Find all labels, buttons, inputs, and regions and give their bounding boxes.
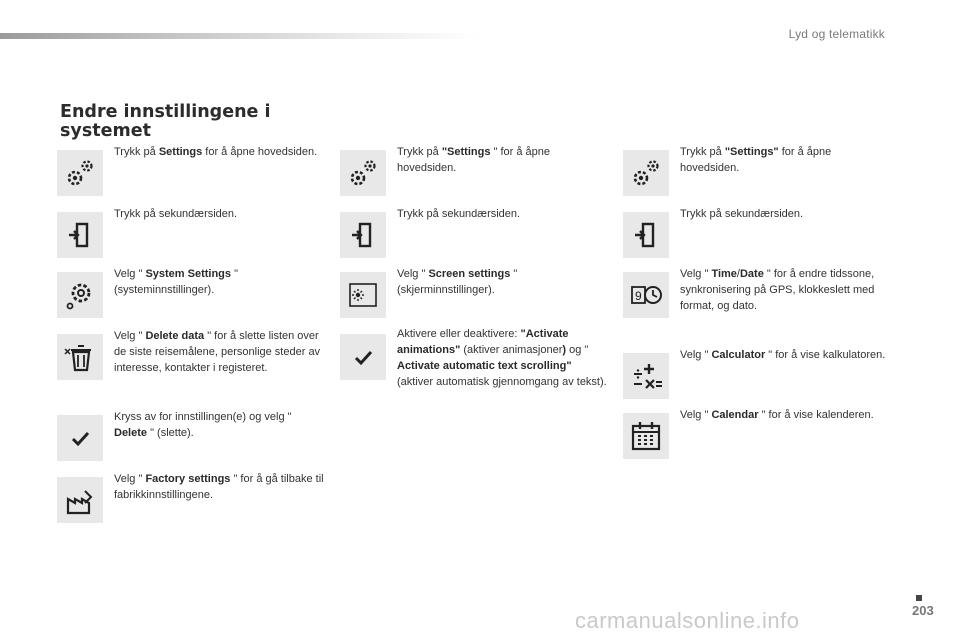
section-header: Lyd og telematikk bbox=[788, 27, 885, 41]
step-text-part: Trykk på bbox=[114, 146, 159, 158]
step-text-part: Trykk på sekundærsiden. bbox=[114, 208, 238, 220]
step-text-part: Trykk på bbox=[397, 146, 442, 158]
step-text bbox=[114, 409, 324, 441]
step-text-bold: "Activate animations" bbox=[397, 328, 569, 356]
step-text bbox=[114, 144, 324, 160]
step-text-part: Velg " bbox=[397, 268, 429, 280]
step-text-part: " for å gå tilbake til fabrikkinnstillingene. bbox=[114, 473, 324, 501]
delete-data-icon bbox=[57, 334, 103, 380]
step-text-part: Kryss av for innstillingen(e) og velg " bbox=[114, 411, 292, 423]
step-text-part: Velg " bbox=[114, 330, 146, 342]
header-bar bbox=[0, 33, 480, 39]
screen-settings-icon bbox=[340, 272, 386, 318]
step-text-part: Velg " bbox=[680, 409, 712, 421]
factory-settings-icon bbox=[57, 477, 103, 523]
step-text bbox=[397, 206, 607, 222]
step-text bbox=[680, 206, 890, 222]
step-text-part: Velg " bbox=[114, 473, 146, 485]
step-text-part: " for å vise kalenderen. bbox=[758, 409, 874, 421]
step-text bbox=[114, 206, 324, 222]
calculator-icon bbox=[623, 353, 669, 399]
step-text-bold: "Settings bbox=[441, 146, 491, 158]
step-text-bold: Calendar bbox=[711, 409, 759, 421]
page-title: Endre innstillingene i systemet bbox=[60, 102, 271, 141]
step-text-bold: Delete data bbox=[145, 330, 205, 342]
step-text-bold: Delete bbox=[114, 427, 148, 439]
svg-text:9: 9 bbox=[635, 289, 642, 303]
step-text-bold: Settings bbox=[158, 146, 203, 158]
gear-icon bbox=[340, 150, 386, 196]
step-text bbox=[680, 266, 890, 314]
step-text-bold: Activate automatic text scrolling" bbox=[397, 360, 572, 372]
step-text-part: Aktivere eller deaktivere: bbox=[397, 328, 521, 340]
step-text-bold: Factory settings bbox=[145, 473, 231, 485]
calendar-icon bbox=[623, 413, 669, 459]
step-text-part: Trykk på sekundærsiden. bbox=[680, 208, 804, 220]
step-text bbox=[114, 266, 324, 298]
step-text-bold: Time bbox=[711, 268, 737, 280]
step-text bbox=[680, 144, 890, 176]
step-text bbox=[397, 326, 607, 390]
step-text-part: for å åpne hovedsiden. bbox=[680, 146, 832, 174]
step-text-bold: ) bbox=[562, 344, 567, 356]
step-text-part: og " bbox=[566, 344, 589, 356]
step-text-part: Velg " bbox=[114, 268, 146, 280]
step-text-bold: Calculator bbox=[711, 349, 766, 361]
step-text-part: Trykk på bbox=[680, 146, 725, 158]
step-text-part: for å åpne hovedsiden. bbox=[202, 146, 318, 158]
step-text-part: " for å vise kalkulatoren. bbox=[765, 349, 886, 361]
step-text-bold: System Settings bbox=[145, 268, 232, 280]
gear-icon bbox=[623, 150, 669, 196]
footer-marker bbox=[916, 595, 922, 601]
step-text-part: / bbox=[736, 268, 740, 280]
step-text-part: Velg " bbox=[680, 268, 712, 280]
step-text-part: " (skjerminnstillinger). bbox=[397, 268, 518, 296]
step-text-part: " for å åpne hovedsiden. bbox=[397, 146, 550, 174]
step-text-part: (aktiver automatisk gjennomgang av tekst). bbox=[397, 376, 607, 388]
watermark: carmanualsonline.info bbox=[575, 608, 800, 633]
step-text bbox=[114, 328, 324, 376]
step-text-part: " for å slette listen over de siste reisemålene, personlige steder av interesse, kontakter i registeret. bbox=[114, 330, 321, 374]
step-text-part: " (systeminnstillinger). bbox=[114, 268, 238, 296]
time-date-icon bbox=[623, 272, 669, 318]
secondary-page-icon bbox=[340, 212, 386, 258]
step-text-part: Velg " bbox=[680, 349, 712, 361]
step-text-bold: Screen settings bbox=[428, 268, 511, 280]
step-text bbox=[397, 266, 607, 298]
step-text bbox=[680, 407, 890, 423]
secondary-page-icon bbox=[623, 212, 669, 258]
step-text-part: (aktiver animasjoner bbox=[460, 344, 563, 356]
step-text-part: " for å endre tidssone, synkronisering på GPS, klokkeslett med format, og dato. bbox=[680, 268, 875, 312]
step-text bbox=[397, 144, 607, 176]
step-text-bold: "Settings" bbox=[724, 146, 779, 158]
step-text-part: Trykk på sekundærsiden. bbox=[397, 208, 521, 220]
step-text-part: " (slette). bbox=[147, 427, 194, 439]
step-text bbox=[114, 471, 324, 503]
step-text-bold: Date bbox=[739, 268, 764, 280]
gear-icon bbox=[57, 150, 103, 196]
page-number: 203 bbox=[912, 603, 934, 618]
secondary-page-icon bbox=[57, 212, 103, 258]
step-text bbox=[680, 347, 890, 363]
system-settings-icon bbox=[57, 272, 103, 318]
checkmark-icon bbox=[57, 415, 103, 461]
checkmark-icon bbox=[340, 334, 386, 380]
